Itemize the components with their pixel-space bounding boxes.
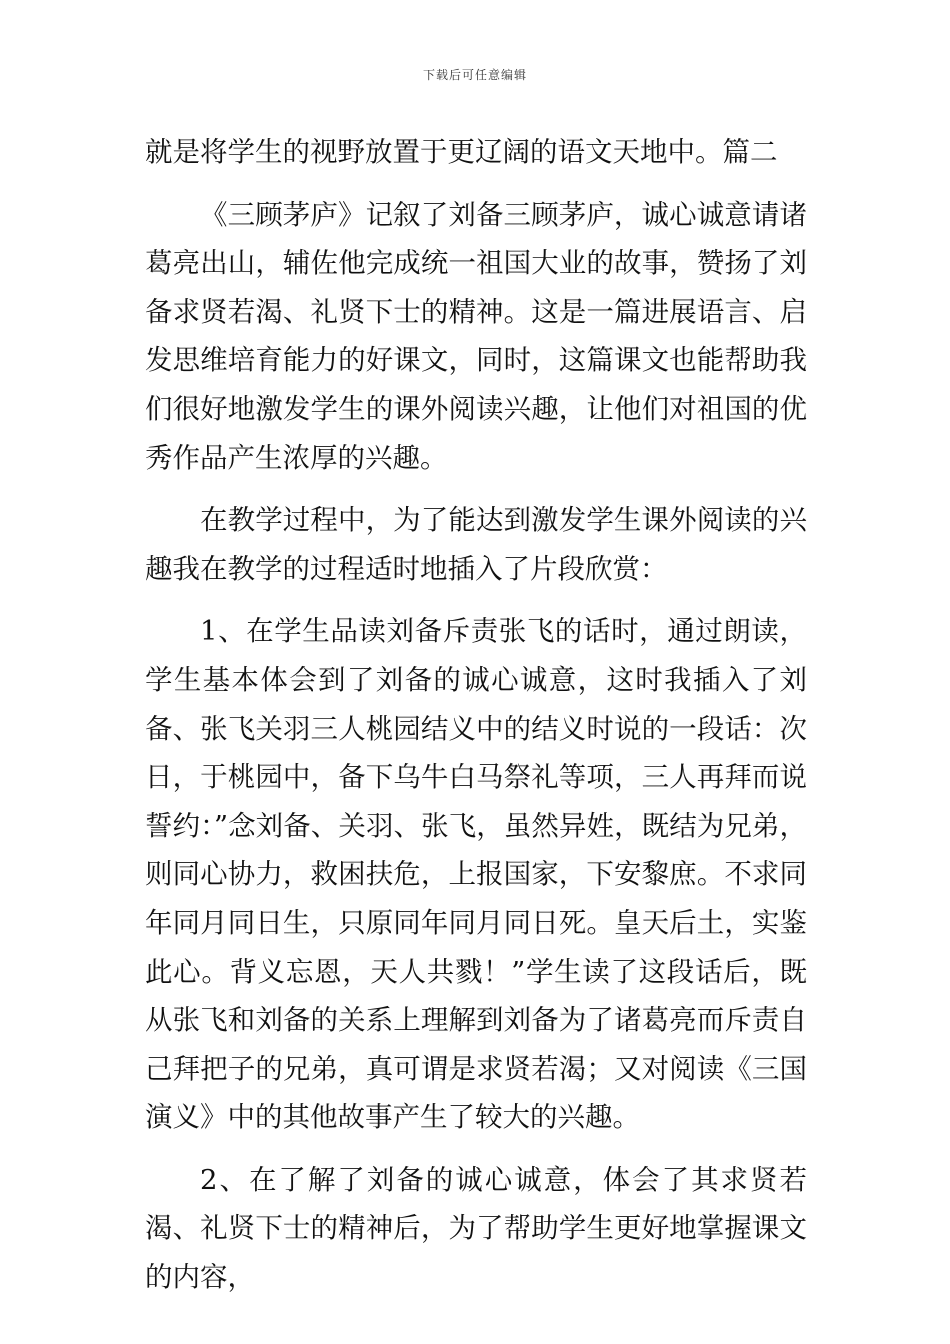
paragraph-teaching-process: 在教学过程中，为了能达到激发学生课外阅读的兴趣我在教学的过程适时地插入了片段欣赏： (145, 504, 807, 585)
document-body (145, 128, 807, 1302)
paragraph-continuation: 就是将学生的视野放置于更辽阔的语文天地中。篇二 (145, 136, 778, 168)
paragraph-point-2: 2、在了解了刘备的诚心诚意，体会了其求贤若渴、礼贤下士的精神后，为了帮助学生更好地掌握课文的内容， (145, 1163, 807, 1294)
paragraph-intro: 《三顾茅庐》记叙了刘备三顾茅庐，诚心诚意请诸葛亮出山，辅佐他完成统一祖国大业的故事，赞扬了刘备求贤若渴、礼贤下士的精神。这是一篇进展语言、启发思维培育能力的好课文，同时，这篇课文也能帮助我们很好地激发学生的课外阅读兴趣，让他们对祖国的优秀作品产生浓厚的兴趣。 (145, 198, 807, 474)
paragraph-point-1: 1、在学生品读刘备斥责张飞的话时，通过朗读，学生基本体会到了刘备的诚心诚意，这时我插入了刘备、张飞关羽三人桃园结义中的结义时说的一段话：次日，于桃园中，备下乌牛白马祭礼等项，三人再拜而说誓约：”念刘备、关羽、张飞，虽然异姓，既结为兄弟，则同心协力，救困扶危，上报国家，下安黎庶。不求同年同月同日生，只原同年同月同日死。皇天后土，实鉴此心。背义忘恩，天人共戮！”学生读了这段话后，既从张飞和刘备的关系上理解到刘备为了诸葛亮而斥责自己拜把子的兄弟，真可谓是求贤若渴；又对阅读《三国演义》中的其他故事产生了较大的兴趣。 (145, 615, 807, 1134)
page-header: 下载后可任意编辑 (422, 68, 527, 82)
